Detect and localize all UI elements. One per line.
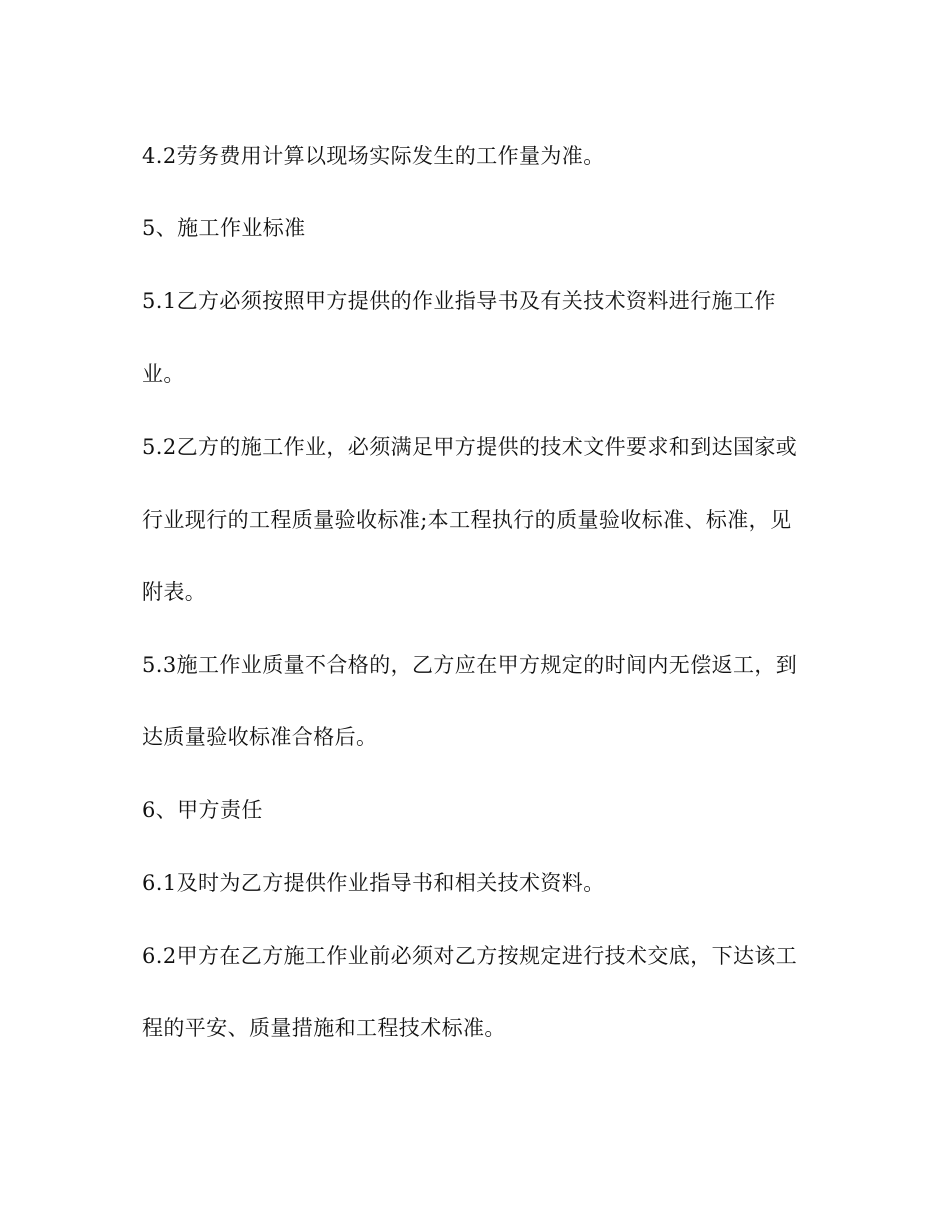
text-line: 6.2甲方在乙方施工作业前必须对乙方按规定进行技术交底，下达该工 — [142, 944, 798, 968]
section-heading: 6、甲方责任 — [142, 798, 263, 822]
text-line: 5.1乙方必须按照甲方提供的作业指导书及有关技术资料进行施工作 — [142, 289, 776, 313]
text-line: 业。 — [142, 362, 185, 386]
text-line: 4.2劳务费用计算以现场实际发生的工作量为准。 — [142, 144, 605, 168]
text-line: 6.1及时为乙方提供作业指导书和相关技术资料。 — [142, 871, 605, 895]
text-line: 5.3施工作业质量不合格的，乙方应在甲方规定的时间内无偿返工，到 — [142, 653, 798, 677]
text-line: 达质量验收标准合格后。 — [142, 725, 378, 749]
text-line: 行业现行的工程质量验收标准;本工程执行的质量验收标准、标准，见 — [142, 508, 792, 532]
section-heading: 5、施工作业标准 — [142, 216, 306, 240]
text-line: 5.2乙方的施工作业，必须满足甲方提供的技术文件要求和到达国家或 — [142, 435, 798, 459]
text-line: 程的平安、质量措施和工程技术标准。 — [142, 1016, 506, 1040]
text-line: 附表。 — [142, 580, 207, 604]
